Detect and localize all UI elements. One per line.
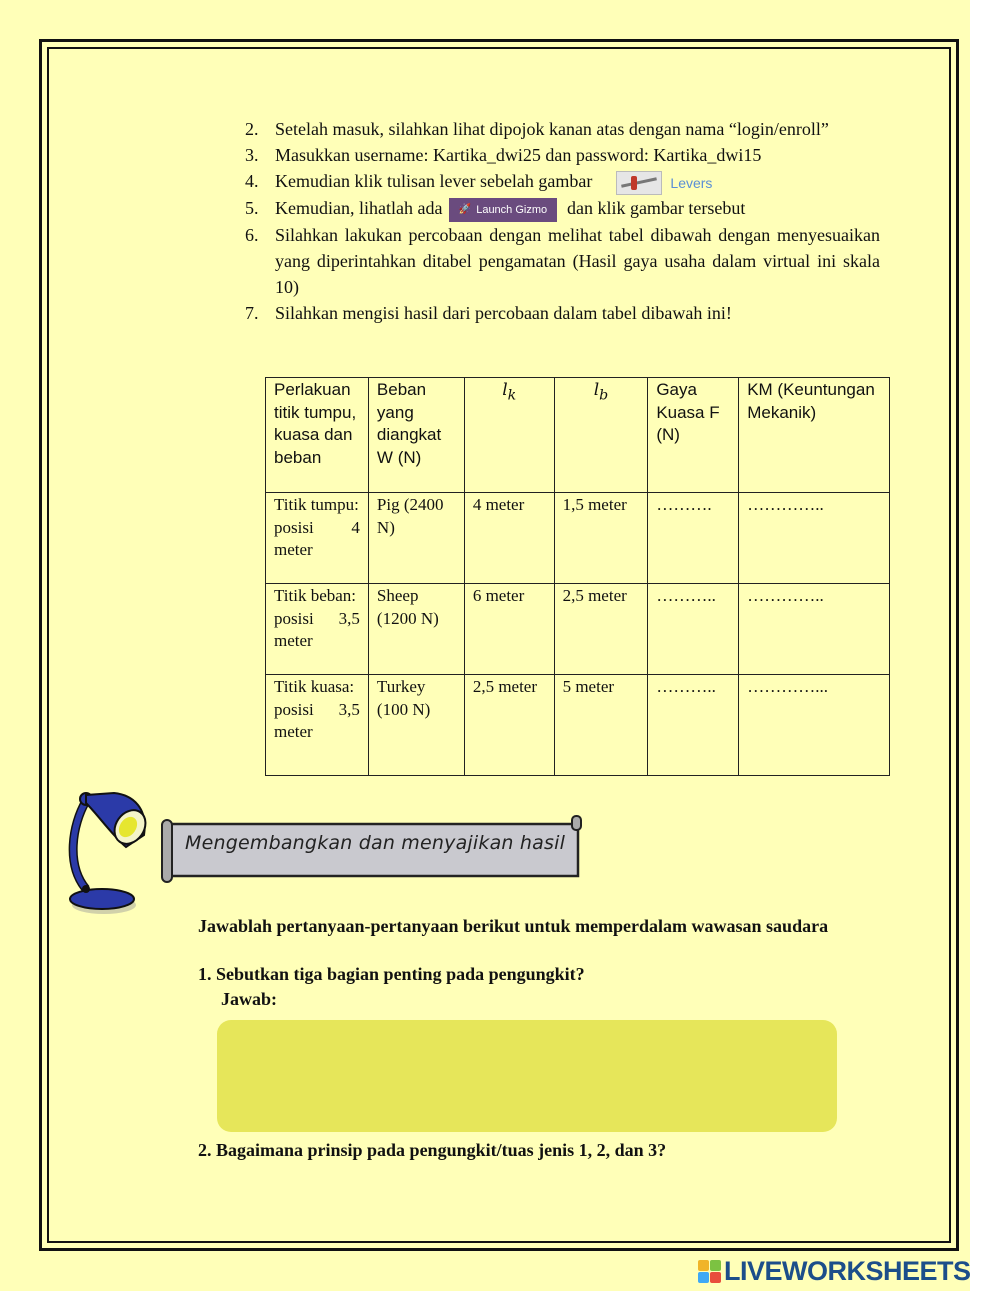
question-2: 2. Bagaimana prinsip pada pengungkit/tuas jenis 1, 2, dan 3?	[198, 1140, 667, 1160]
table-row	[266, 493, 890, 584]
header-gaya-kuasa: Gaya Kuasa F (N)	[648, 378, 739, 493]
cell-perlakuan: Titik kuasa: posisi 3,5 meter	[266, 675, 369, 776]
cell-km-input[interactable]: …………...	[739, 675, 890, 776]
cell-km-input[interactable]: …………..	[739, 493, 890, 584]
cell-lb: 5 meter	[554, 675, 648, 776]
cell-beban: Sheep (1200 N)	[368, 584, 464, 675]
cell-gaya-input[interactable]: ………..	[648, 584, 739, 675]
observation-table	[265, 377, 890, 776]
logo-blocks-icon	[698, 1260, 721, 1283]
section-title: Mengembangkan dan menyajikan hasil	[185, 832, 566, 854]
header-beban: Beban yang diangkat W (N)	[368, 378, 464, 493]
step-3: 3. Masukkan username: Kartika_dwi25 dan password: Kartika_dwi15	[245, 145, 762, 165]
cell-perlakuan: Titik beban: posisi 3,5 meter	[266, 584, 369, 675]
answer-input-box[interactable]	[217, 1020, 837, 1132]
cell-perlakuan: Titik tumpu: posisi 4 meter	[266, 493, 369, 584]
step-5: 5. Kemudian, lihatlah ada 🚀 Launch Gizmo dan klik gambar tersebut	[240, 195, 880, 222]
cell-gaya-input[interactable]: ………..	[648, 675, 739, 776]
cell-lb: 2,5 meter	[554, 584, 648, 675]
header-lk: $l_k$	[464, 378, 554, 493]
table-header-row	[266, 378, 890, 493]
header-km: KM (Keuntungan Mekanik)	[739, 378, 890, 493]
desk-lamp-icon	[64, 785, 174, 925]
step-4: 4. Kemudian klik tulisan lever sebelah gambar Levers	[240, 168, 880, 195]
cell-beban: Turkey (100 N)	[368, 675, 464, 776]
cell-lb: 1,5 meter	[554, 493, 648, 584]
header-perlakuan: Perlakuan titik tumpu, kuasa dan beban	[266, 378, 369, 493]
step-7: 7. Silahkan mengisi hasil dari percobaan dalam tabel dibawah ini!	[245, 302, 732, 323]
step-2: 2. Setelah masuk, silahkan lihat dipojok kanan atas dengan nama “login/enroll”	[245, 119, 829, 139]
rocket-icon: 🚀	[458, 203, 472, 215]
step-6: 6. Silahkan lakukan percobaan dengan melihat tabel dibawah dengan menyesuaikan yang diperintahkan ditabel pengamatan (Hasil gaya usaha dalam virtual ini skala 10)	[245, 224, 880, 297]
questions-intro: Jawablah pertanyaan-pertanyaan berikut untuk memperdalam wawasan saudara	[198, 916, 829, 936]
table-row	[266, 675, 890, 776]
table-row	[266, 584, 890, 675]
cell-gaya-input[interactable]: ……….	[648, 493, 739, 584]
question-1: 1. Sebutkan tiga bagian penting pada pengungkit?	[198, 964, 585, 984]
cell-lk: 6 meter	[464, 584, 554, 675]
cell-lk: 4 meter	[464, 493, 554, 584]
lever-thumbnail-icon	[616, 171, 662, 195]
levers-gizmo-link[interactable]: Levers	[616, 171, 712, 195]
header-lb: $l_b$	[554, 378, 648, 493]
cell-lk: 2,5 meter	[464, 675, 554, 776]
cell-km-input[interactable]: …………..	[739, 584, 890, 675]
launch-gizmo-button[interactable]: 🚀 Launch Gizmo	[449, 198, 557, 222]
answer-label: Jawab:	[221, 989, 278, 1009]
instruction-list	[240, 116, 880, 326]
liveworksheets-logo: LIVEWORKSHEETS	[698, 1256, 971, 1287]
cell-beban: Pig (2400 N)	[368, 493, 464, 584]
